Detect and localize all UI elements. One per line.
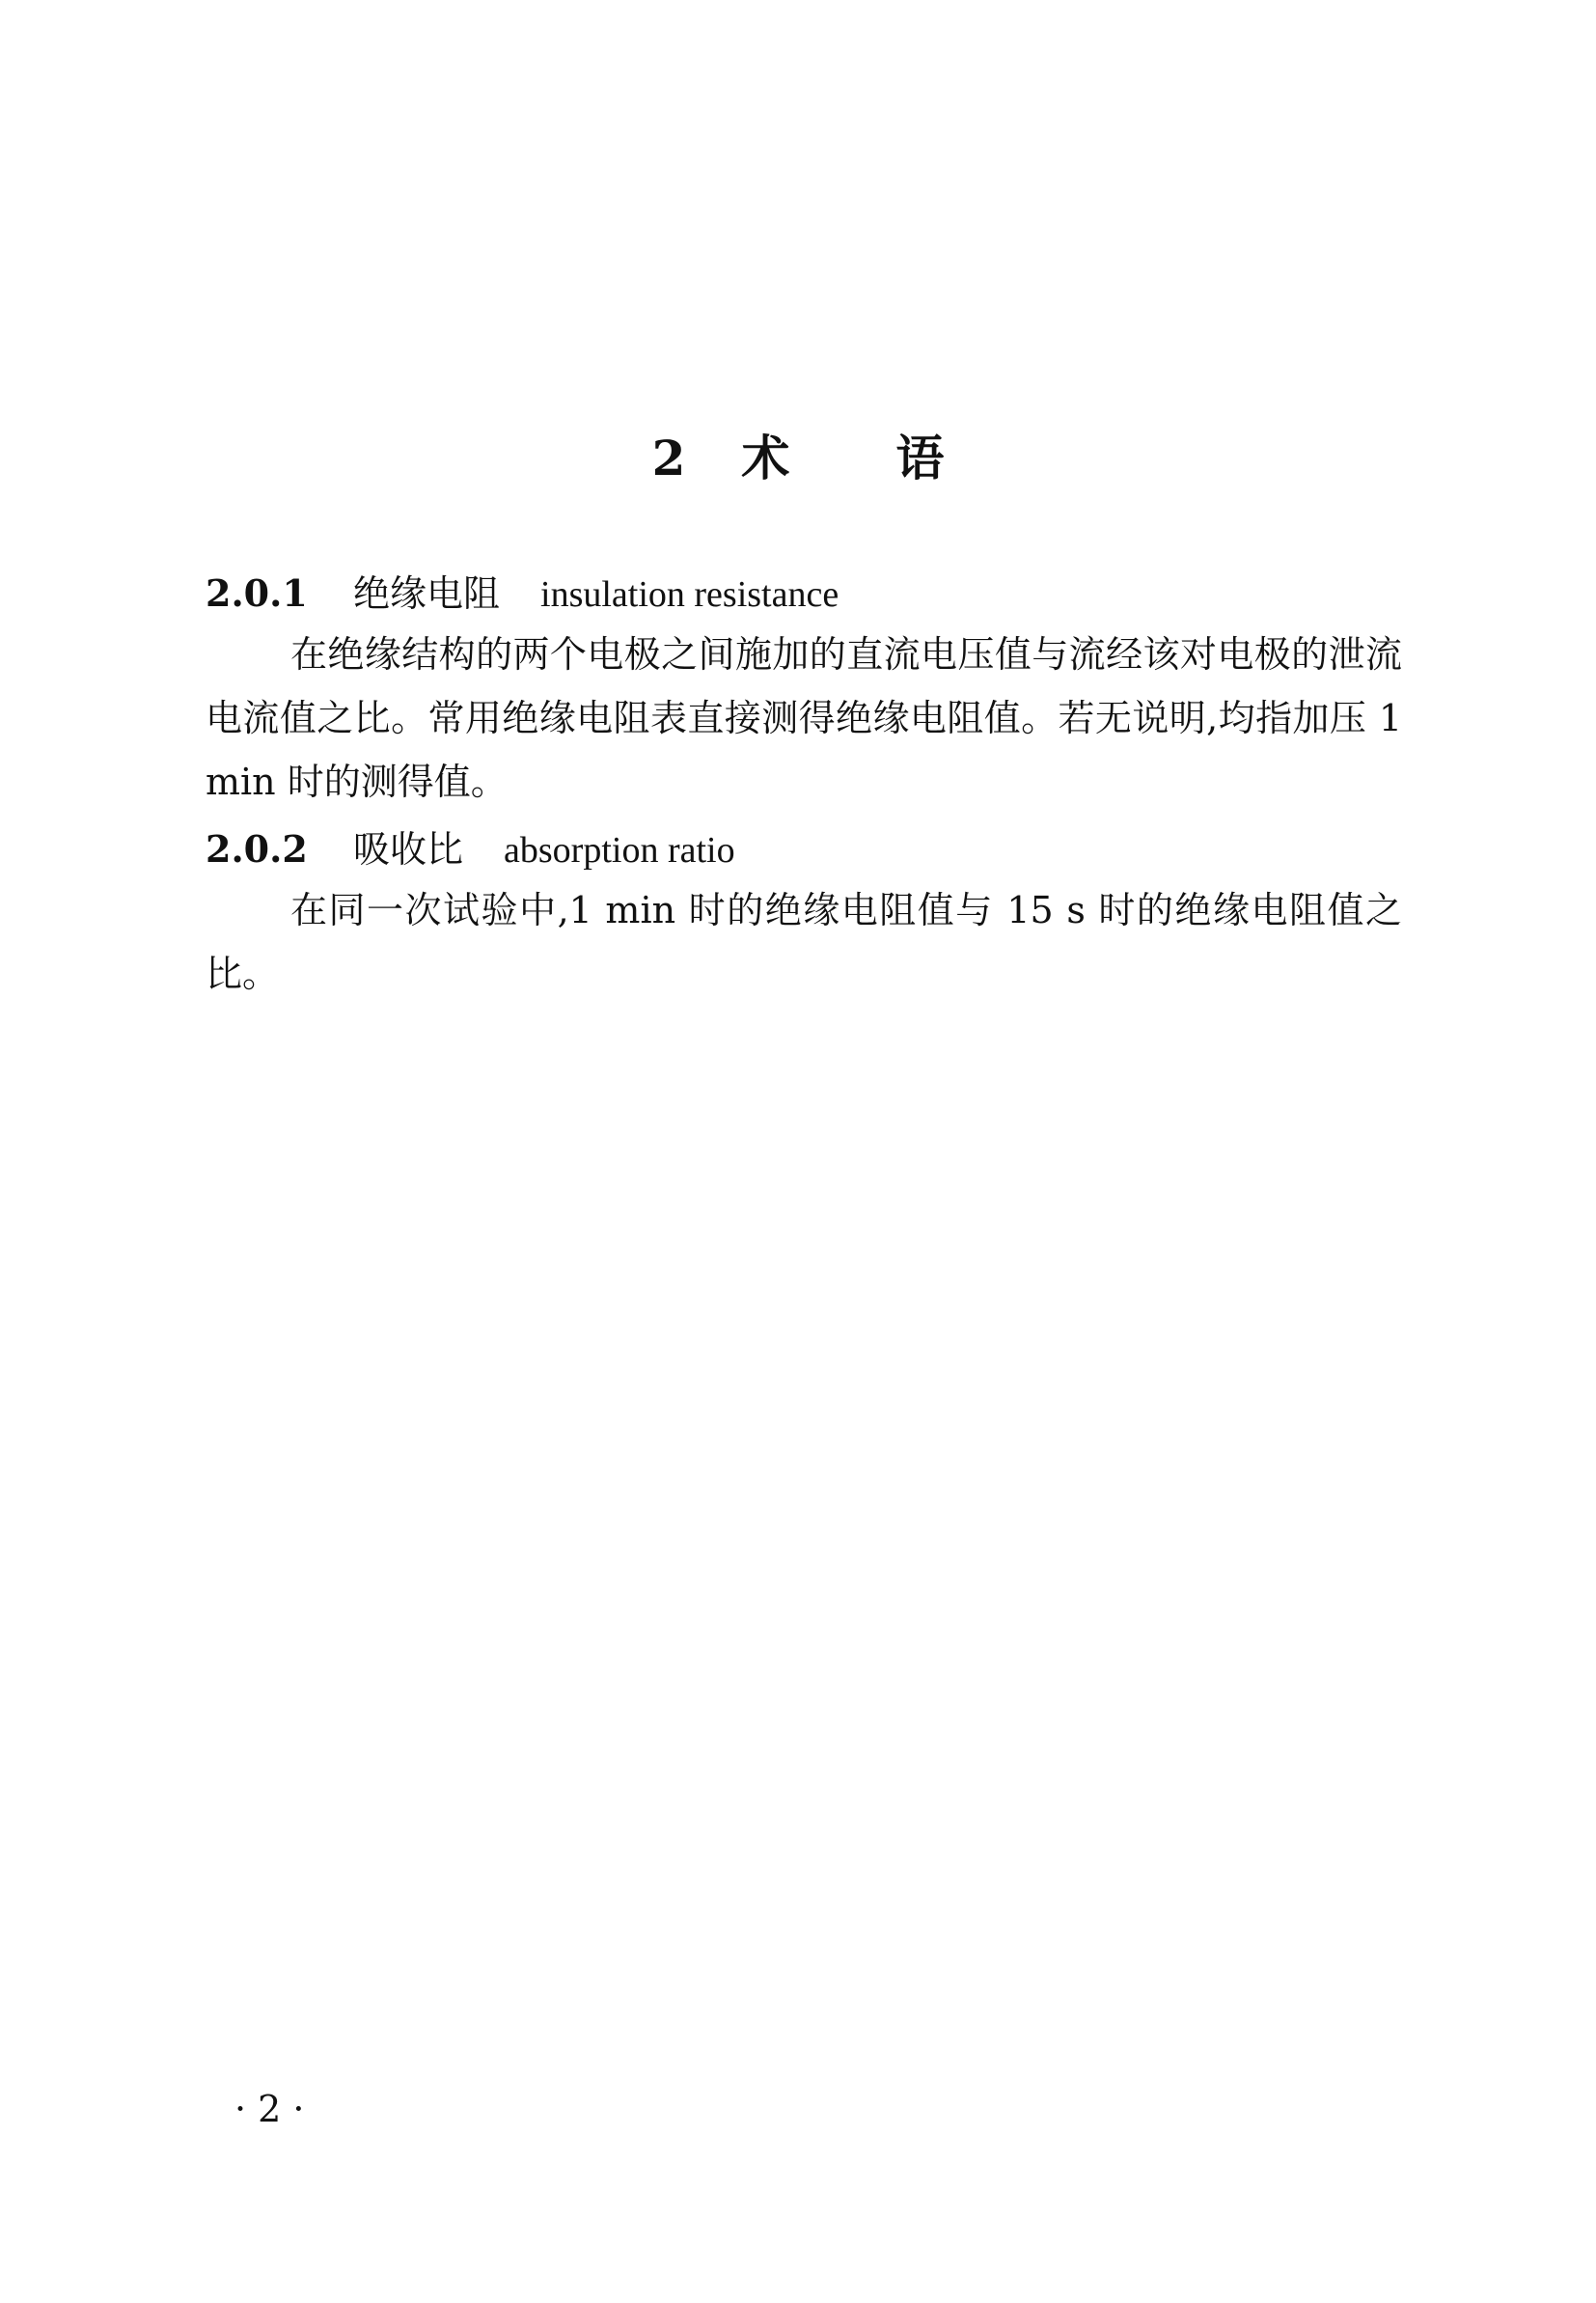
term-name-en: insulation resistance [540,574,839,615]
chapter-number: 2 [651,430,686,486]
page-number: · 2 · [234,2088,305,2130]
chapter-title [0,430,1596,487]
term-name-en: absorption ratio [504,830,735,871]
chapter-title-char-1: 术 [741,430,790,486]
term-definition: 在同一次试验中,1 min 时的绝缘电阻值与 15 s 时的绝缘电阻值之比。 [206,889,1402,995]
term-name-zh: 吸收比 [353,828,464,871]
term-name-zh: 绝缘电阻 [353,572,501,615]
term-heading [206,569,839,619]
term-definition: 在绝缘结构的两个电极之间施加的直流电压值与流经该对电极的泄流电流值之比。常用绝缘电阻表直接测得绝缘电阻值。若无说明,均指加压 1 min 时的测得值。 [206,633,1402,803]
term-heading [206,825,735,874]
term-number: 2.0.1 [206,571,308,615]
chapter-title-char-2: 语 [895,430,945,486]
term-number: 2.0.2 [206,827,308,871]
